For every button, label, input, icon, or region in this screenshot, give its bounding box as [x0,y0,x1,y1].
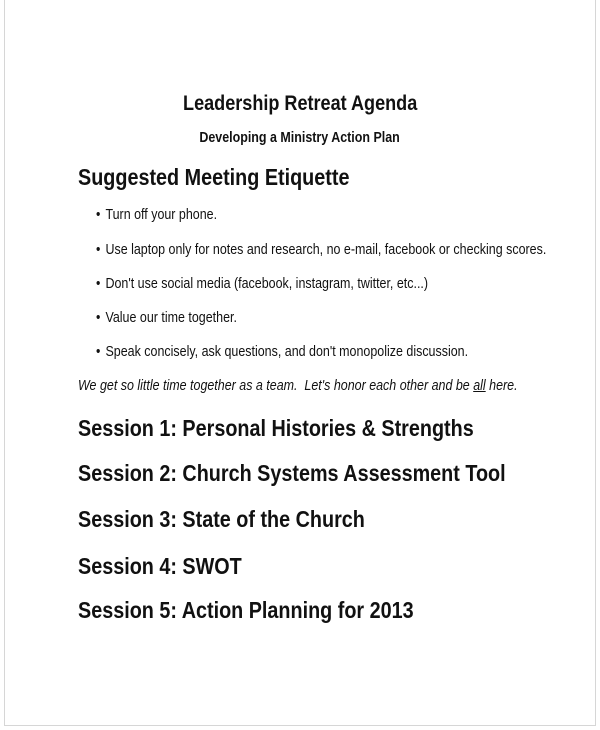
session-heading: Session 1: Personal Histories & Strengths [78,415,474,441]
session-heading: Session 2: Church Systems Assessment Tool [78,460,506,486]
session-heading: Session 4: SWOT [78,553,242,579]
list-item: • Turn off your phone. [96,207,218,223]
document-title: Leadership Retreat Agenda [182,92,418,115]
list-item: • Speak concisely, ask questions, and don't monopolize discussion. [96,344,469,360]
list-item: • Use laptop only for notes and research, no e-mail, facebook or checking scores. [96,242,547,258]
etiquette-heading: Suggested Meeting Etiquette [78,164,350,190]
team-note: We get so little time together as a team. Let's honor each other and be all here. [78,378,518,394]
session-heading: Session 5: Action Planning for 2013 [78,597,414,623]
list-item: • Don't use social media (facebook, instagram, twitter, etc...) [96,276,429,292]
session-heading: Session 3: State of the Church [78,506,365,532]
list-item: • Value our time together. [96,310,237,326]
document-subtitle: Developing a Ministry Action Plan [199,130,401,146]
